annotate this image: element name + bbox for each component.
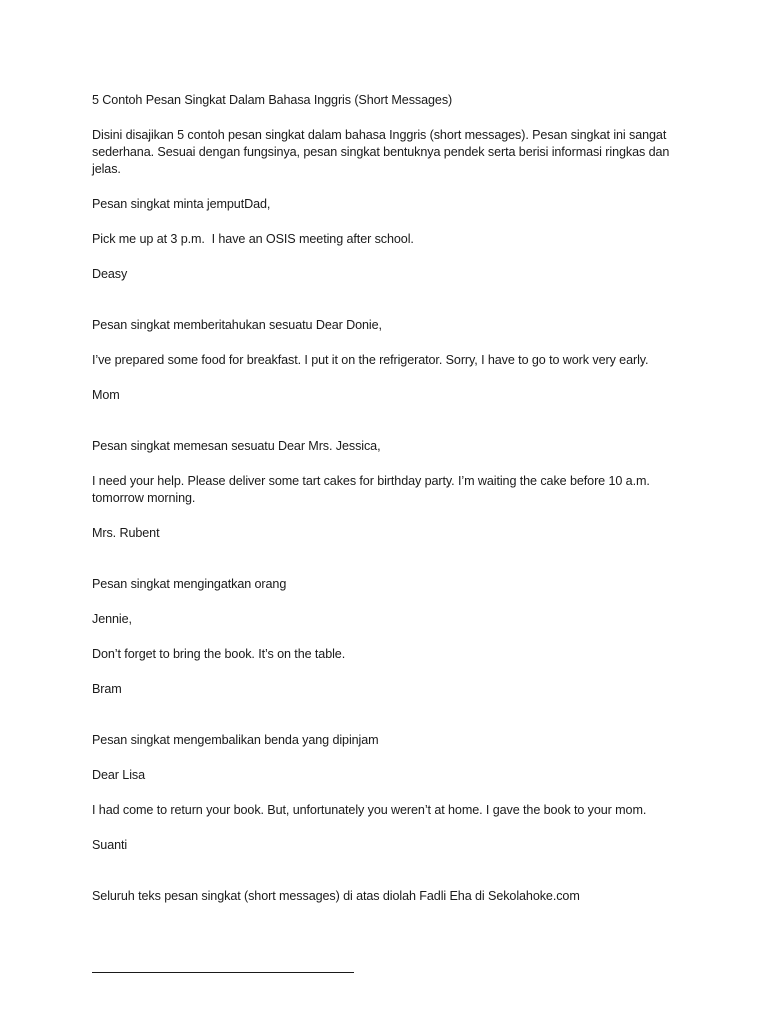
- message-1-signature: Deasy: [92, 267, 128, 281]
- message-5-greeting: Dear Lisa: [92, 768, 145, 782]
- message-5-heading: Pesan singkat mengembalikan benda yang dipinjam: [92, 733, 379, 747]
- message-2-body: I’ve prepared some food for breakfast. I put it on the refrigerator. Sorry, I have to go to work very early.: [92, 353, 649, 367]
- message-2-signature: Mom: [92, 388, 120, 402]
- message-4-heading: Pesan singkat mengingatkan orang: [92, 577, 287, 591]
- footer-credit: Seluruh teks pesan singkat (short messages) di atas diolah Fadli Eha di Sekolahoke.com: [92, 889, 580, 903]
- message-5-body: I had come to return your book. But, unfortunately you weren’t at home. I gave the book to your mom.: [92, 803, 647, 817]
- message-1-heading: Pesan singkat minta jemputDad,: [92, 197, 271, 211]
- message-4-greeting: Jennie,: [92, 612, 132, 626]
- message-1-body: Pick me up at 3 p.m. I have an OSIS meeting after school.: [92, 232, 414, 246]
- message-3-heading: Pesan singkat memesan sesuatu Dear Mrs. Jessica,: [92, 439, 381, 453]
- message-3-signature: Mrs. Rubent: [92, 526, 160, 540]
- document-body: [92, 92, 672, 905]
- message-4-signature: Bram: [92, 682, 122, 696]
- message-4-body: Don’t forget to bring the book. It’s on the table.: [92, 647, 346, 661]
- message-3-body: I need your help. Please deliver some tart cakes for birthday party. I’m waiting the cake before 10 a.m. tomorrow morning.: [92, 474, 654, 505]
- message-5-signature: Suanti: [92, 838, 128, 852]
- footer-divider: [92, 972, 354, 973]
- document-title: 5 Contoh Pesan Singkat Dalam Bahasa Inggris (Short Messages): [92, 93, 453, 107]
- intro-paragraph: Disini disajikan 5 contoh pesan singkat dalam bahasa Inggris (short messages). Pesan singkat ini sangat sederhana. Sesuai dengan fungsinya, pesan singkat bentuknya pendek serta berisi informasi ringkas dan jelas.: [92, 128, 673, 176]
- message-2-heading: Pesan singkat memberitahukan sesuatu Dear Donie,: [92, 318, 382, 332]
